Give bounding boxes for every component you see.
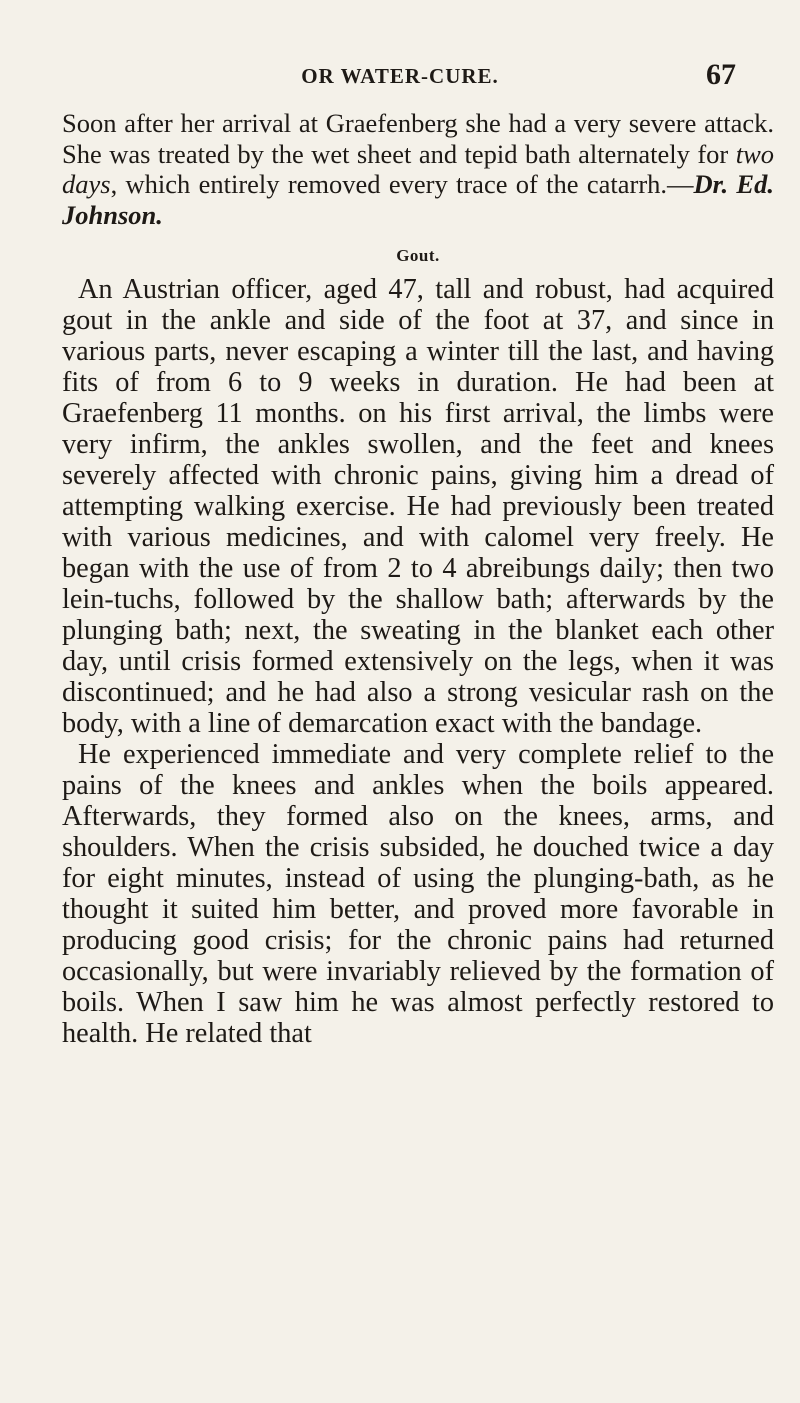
emphasis-text: two days: [62, 138, 774, 199]
body-text: [62, 108, 774, 1049]
section-heading: Gout.: [396, 246, 440, 265]
author-signature: Dr. Ed. Johnson.: [62, 169, 774, 230]
running-head: OR WATER-CURE.: [301, 64, 499, 88]
page-header: [0, 58, 800, 98]
paragraph-text: Soon after her arrival at Graefenberg she had a very severe attack. She was treated by the wet sheet and tepid bath alternately for: [62, 108, 774, 169]
paragraph-text: , which entirely removed every trace of the catarrh.—: [110, 169, 694, 199]
page-number: 67: [706, 58, 736, 91]
paragraph-relief: He experienced immediate and very complete relief to the pains of the knees and ankles when the boils appeared. Afterwards, they formed also on the knees, arms, and shoulders. When the crisis subsided, he douched twice a day for eight minutes, instead of using the plunging-bath, as he thought it suited him better, and proved more favorable in producing good crisis; for the chronic pains had returned occasionally, but were invariably relieved by the formation of boils. When I saw him he was almost perfectly restored to health. He related that: [62, 739, 774, 1049]
paragraph-catarrh-case: [62, 108, 774, 230]
paragraph-gout-case: An Austrian officer, aged 47, tall and robust, had acquired gout in the ankle and side of the foot at 37, and since in various parts, never escaping a winter till the last, and having fits of from 6 to 9 weeks in duration. He had been at Graefenberg 11 months. on his first arrival, the limbs were very infirm, the ankles swollen, and the feet and knees severely affected with chronic pains, giving him a dread of attempting walking exercise. He had previously been treated with various medicines, and with calomel very freely. He began with the use of from 2 to 4 abreibungs daily; then two lein-tuchs, followed by the shallow bath; afterwards by the plunging bath; next, the sweating in the blanket each other day, until crisis formed extensively on the legs, when it was discontinued; and he had also a strong vesicular rash on the body, with a line of demarcation exact with the bandage.: [62, 274, 774, 739]
